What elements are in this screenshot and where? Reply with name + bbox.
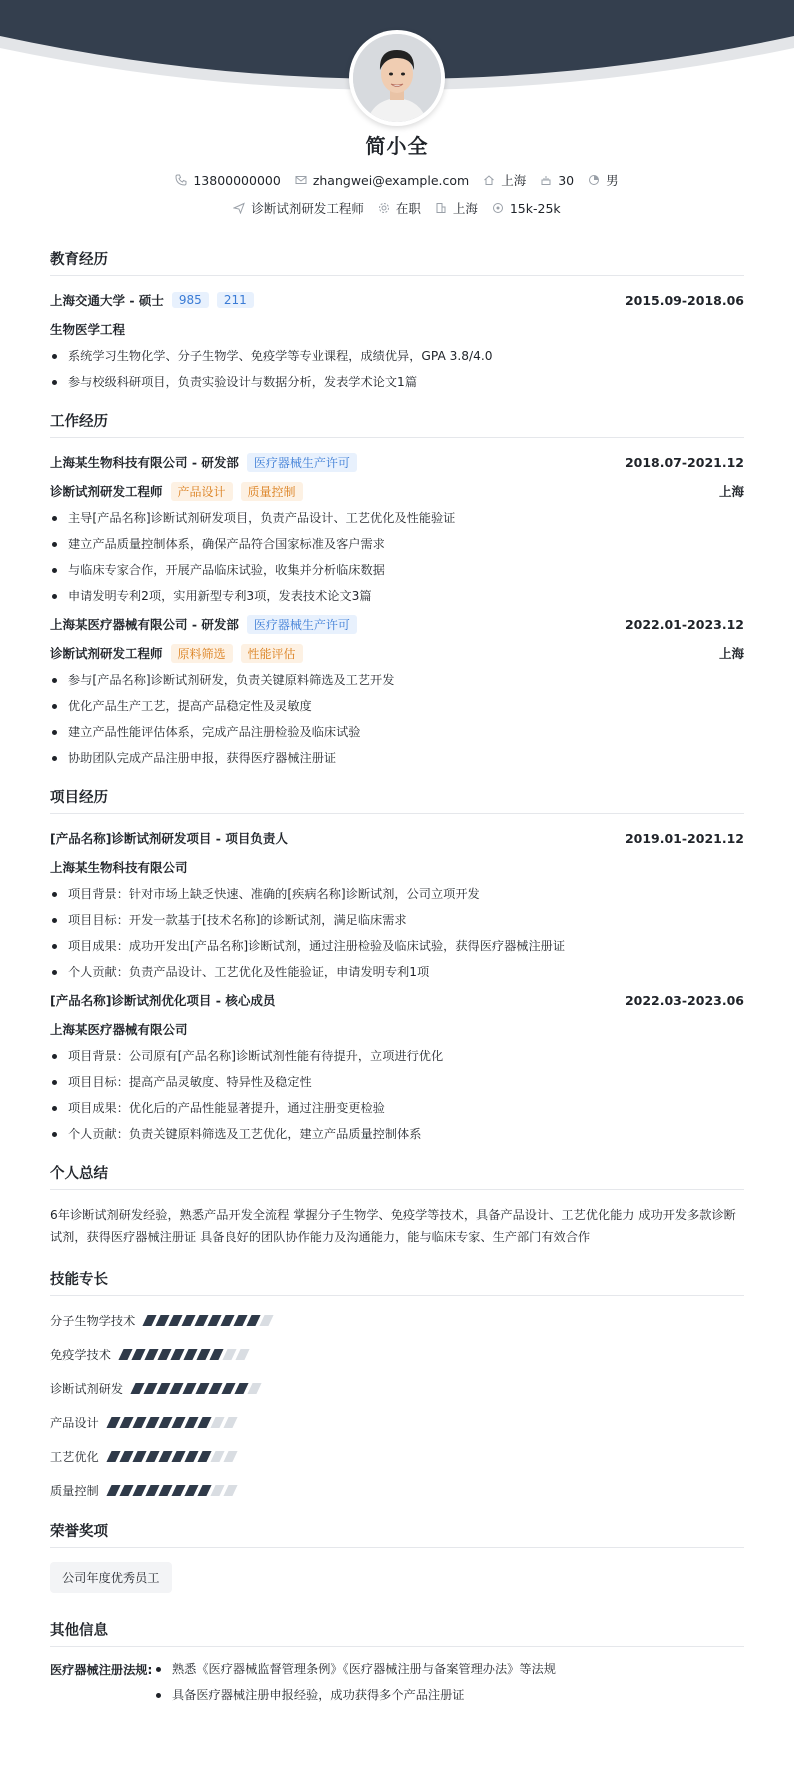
list-item: 个人贡献：负责产品设计、工艺优化及性能验证，申请发明专利1项 xyxy=(50,964,744,980)
list-item: 申请发明专利2项，实用新型专利3项，发表技术论文3篇 xyxy=(50,588,744,604)
project-company: 上海某生物科技有限公司 xyxy=(50,860,188,875)
skill-level-segment xyxy=(106,1451,120,1462)
skill-level-segment xyxy=(223,1451,237,1462)
list-item: 个人贡献：负责关键原料筛选及工艺优化，建立产品质量控制体系 xyxy=(50,1126,744,1142)
email-text: zhangwei@example.com xyxy=(312,172,470,188)
skill-level-segment xyxy=(235,1349,249,1360)
section-title: 项目经历 xyxy=(50,786,744,814)
skill-level-segment xyxy=(132,1451,146,1462)
work-header xyxy=(50,614,744,634)
skill-level-bar xyxy=(109,1451,235,1462)
list-item: 系统学习生物化学、分子生物学、免疫学等专业课程，成绩优异，GPA 3.8/4.0 xyxy=(50,348,744,364)
honors-section xyxy=(50,1520,744,1599)
skill-level-segment xyxy=(171,1451,185,1462)
skill-name: 分子生物学技术 xyxy=(50,1313,136,1328)
project-name: [产品名称]诊断试剂研发项目 - 项目负责人 xyxy=(50,831,288,846)
skill-level-segment xyxy=(196,1349,210,1360)
skill-row xyxy=(50,1412,744,1432)
skill-level-segment xyxy=(197,1451,211,1462)
list-item: 项目背景：针对市场上缺乏快速、准确的[疾病名称]诊断试剂，公司立项开发 xyxy=(50,886,744,902)
list-item: 协助团队完成产品注册申报，获得医疗器械注册证 xyxy=(50,750,744,766)
other-list xyxy=(152,1661,556,1713)
position-text: 诊断试剂研发工程师 xyxy=(251,201,364,216)
education-date: 2015.09-2018.06 xyxy=(624,292,744,308)
contact-info-row xyxy=(0,171,794,189)
skill-level-segment xyxy=(210,1485,224,1496)
salary-item xyxy=(492,201,561,216)
role-tag: 性能评估 xyxy=(241,644,303,663)
phone-item xyxy=(175,173,280,188)
skill-level-segment xyxy=(260,1315,274,1326)
project-name: [产品名称]诊断试剂优化项目 - 核心成员 xyxy=(50,993,276,1008)
project-bullets xyxy=(50,886,744,980)
work-role-row xyxy=(50,643,744,663)
role-tag: 产品设计 xyxy=(171,482,233,501)
skill-level-segment xyxy=(223,1417,237,1428)
skill-level-segment xyxy=(210,1417,224,1428)
skill-name: 质量控制 xyxy=(50,1483,99,1498)
status-item xyxy=(378,199,421,217)
skill-level-segment xyxy=(144,1383,158,1394)
job-intent-row xyxy=(0,199,794,217)
skill-level-segment xyxy=(184,1451,198,1462)
skill-level-segment xyxy=(196,1383,210,1394)
skill-level-segment xyxy=(197,1485,211,1496)
skill-level-segment xyxy=(209,1349,223,1360)
skill-level-segment xyxy=(158,1485,172,1496)
skill-name: 产品设计 xyxy=(50,1415,99,1430)
position-item xyxy=(233,199,364,217)
skill-level-bar xyxy=(145,1315,271,1326)
age-text: 30 xyxy=(558,172,575,188)
award-badge: 公司年度优秀员工 xyxy=(50,1562,172,1593)
skill-level-segment xyxy=(144,1349,158,1360)
skill-level-segment xyxy=(106,1417,120,1428)
list-item: 建立产品性能评估体系，完成产品注册检验及临床试验 xyxy=(50,724,744,740)
coin-icon xyxy=(492,202,504,214)
resume-content xyxy=(50,248,744,1733)
projects-section xyxy=(50,786,744,1142)
summary-section xyxy=(50,1162,744,1248)
school-tag: 985 xyxy=(172,292,209,308)
list-item: 项目成果：优化后的产品性能显著提升，通过注册变更检验 xyxy=(50,1100,744,1116)
skill-row xyxy=(50,1344,744,1364)
work-header xyxy=(50,452,744,472)
send-icon xyxy=(233,202,245,214)
skill-row xyxy=(50,1310,744,1330)
skill-level-segment xyxy=(197,1417,211,1428)
skill-level-segment xyxy=(184,1485,198,1496)
school-tag: 211 xyxy=(217,292,254,308)
skill-level-segment xyxy=(248,1383,262,1394)
city-text: 上海 xyxy=(452,201,478,216)
section-title: 个人总结 xyxy=(50,1162,744,1190)
list-item: 建立产品质量控制体系，确保产品符合国家标准及客户需求 xyxy=(50,536,744,552)
education-bullets xyxy=(50,348,744,390)
skill-row xyxy=(50,1378,744,1398)
work-role-row xyxy=(50,481,744,501)
list-item: 项目目标：提高产品灵敏度、特异性及稳定性 xyxy=(50,1074,744,1090)
skill-level-segment xyxy=(131,1349,145,1360)
project-date: 2022.03-2023.06 xyxy=(624,992,744,1008)
home-icon xyxy=(483,174,495,186)
skill-level-segment xyxy=(145,1417,159,1428)
skill-level-segment xyxy=(222,1383,236,1394)
skill-level-segment xyxy=(208,1315,222,1326)
list-item: 项目成果：成功开发出[产品名称]诊断试剂，通过注册检验及临床试验，获得医疗器械注册证 xyxy=(50,938,744,954)
list-item: 主导[产品名称]诊断试剂研发项目，负责产品设计、工艺优化及性能验证 xyxy=(50,510,744,526)
company-name: 上海某生物科技有限公司 - 研发部 xyxy=(50,455,239,470)
salary-text: 15k-25k xyxy=(509,200,561,216)
role-tag: 质量控制 xyxy=(241,482,303,501)
skill-level-segment xyxy=(169,1315,183,1326)
skill-level-segment xyxy=(195,1315,209,1326)
skill-level-segment xyxy=(157,1383,171,1394)
phone-text: 13800000000 xyxy=(193,172,281,188)
skill-level-segment xyxy=(234,1315,248,1326)
skill-level-segment xyxy=(247,1315,261,1326)
gear-icon xyxy=(378,202,390,214)
skill-level-segment xyxy=(184,1417,198,1428)
skill-level-segment xyxy=(132,1417,146,1428)
education-section xyxy=(50,248,744,390)
skill-level-segment xyxy=(171,1417,185,1428)
age-item xyxy=(540,173,574,188)
location-item xyxy=(483,171,526,189)
skill-level-segment xyxy=(182,1315,196,1326)
summary-text: 6年诊断试剂研发经验，熟悉产品开发全流程 掌握分子生物学、免疫学等技术，具备产品设计、工艺优化能力 成功开发多款诊断试剂，获得医疗器械注册证 具备良好的团队协作能力及沟通能力，能与临床专家、生产部门有效合作 xyxy=(50,1208,736,1244)
gender-item xyxy=(588,171,619,189)
skill-level-bar xyxy=(121,1349,247,1360)
skill-level-segment xyxy=(210,1451,224,1462)
location-text: 上海 xyxy=(501,173,527,188)
project-bullets xyxy=(50,1048,744,1142)
skill-level-segment xyxy=(106,1485,120,1496)
skill-level-segment xyxy=(235,1383,249,1394)
skill-level-segment xyxy=(143,1315,157,1326)
skill-level-segment xyxy=(158,1451,172,1462)
skill-name: 免疫学技术 xyxy=(50,1347,111,1362)
skill-level-segment xyxy=(132,1485,146,1496)
skill-level-segment xyxy=(170,1383,184,1394)
email-item xyxy=(295,173,469,188)
skill-level-segment xyxy=(209,1383,223,1394)
work-section xyxy=(50,410,744,766)
skill-row xyxy=(50,1446,744,1466)
skill-level-segment xyxy=(156,1315,170,1326)
other-section xyxy=(50,1619,744,1713)
list-item: 项目目标：开发一款基于[技术名称]的诊断试剂，满足临床需求 xyxy=(50,912,744,928)
skill-level-segment xyxy=(170,1349,184,1360)
work-date: 2018.07-2021.12 xyxy=(624,454,744,470)
list-item: 项目背景：公司原有[产品名称]诊断试剂性能有待提升，立项进行优化 xyxy=(50,1048,744,1064)
project-company: 上海某医疗器械有限公司 xyxy=(50,1022,188,1037)
cake-icon xyxy=(540,174,552,186)
list-item: 参与[产品名称]诊断试剂研发，负责关键原料筛选及工艺开发 xyxy=(50,672,744,688)
skill-level-bar xyxy=(109,1417,235,1428)
skill-name: 诊断试剂研发 xyxy=(50,1381,124,1396)
work-city: 上海 xyxy=(718,646,744,661)
skill-level-segment xyxy=(119,1417,133,1428)
city-item xyxy=(435,199,478,217)
skills-section xyxy=(50,1268,744,1500)
list-item: 优化产品生产工艺，提高产品稳定性及灵敏度 xyxy=(50,698,744,714)
list-item: 具备医疗器械注册申报经验，成功获得多个产品注册证 xyxy=(152,1687,556,1703)
phone-icon xyxy=(175,174,187,186)
candidate-name: 简小全 xyxy=(365,134,429,158)
project-date: 2019.01-2021.12 xyxy=(624,830,744,846)
company-name: 上海某医疗器械有限公司 - 研发部 xyxy=(50,617,239,632)
list-item: 熟悉《医疗器械监督管理条例》《医疗器械注册与备案管理办法》等法规 xyxy=(152,1661,556,1677)
section-title: 工作经历 xyxy=(50,410,744,438)
skill-level-segment xyxy=(145,1485,159,1496)
role-tag: 原料筛选 xyxy=(171,644,233,663)
skill-level-segment xyxy=(183,1349,197,1360)
gender-text: 男 xyxy=(606,173,619,188)
list-item: 参与校级科研项目，负责实验设计与数据分析，发表学术论文1篇 xyxy=(50,374,744,390)
skill-level-segment xyxy=(183,1383,197,1394)
work-bullets xyxy=(50,672,744,766)
skill-level-segment xyxy=(119,1451,133,1462)
building-icon xyxy=(435,202,447,214)
skill-level-bar xyxy=(133,1383,259,1394)
company-tag: 医疗器械生产许可 xyxy=(247,615,357,634)
skills-list xyxy=(50,1310,744,1500)
work-city: 上海 xyxy=(718,484,744,499)
school-name: 上海交通大学 - 硕士 xyxy=(50,293,164,308)
avatar xyxy=(349,30,445,126)
skill-level-segment xyxy=(119,1485,133,1496)
project-header xyxy=(50,828,744,848)
other-row xyxy=(50,1661,744,1713)
section-title: 技能专长 xyxy=(50,1268,744,1296)
role-name: 诊断试剂研发工程师 xyxy=(50,484,163,499)
skill-level-segment xyxy=(118,1349,132,1360)
work-date: 2022.01-2023.12 xyxy=(624,616,744,632)
education-header xyxy=(50,290,744,310)
skill-level-segment xyxy=(157,1349,171,1360)
list-item: 与临床专家合作，开展产品临床试验，收集并分析临床数据 xyxy=(50,562,744,578)
skill-row xyxy=(50,1480,744,1500)
skill-level-segment xyxy=(222,1349,236,1360)
mail-icon xyxy=(295,174,307,186)
skill-level-bar xyxy=(109,1485,235,1496)
role-name: 诊断试剂研发工程师 xyxy=(50,646,163,661)
company-tag: 医疗器械生产许可 xyxy=(247,453,357,472)
skill-level-segment xyxy=(221,1315,235,1326)
status-text: 在职 xyxy=(395,201,421,216)
section-title: 荣誉奖项 xyxy=(50,1520,744,1548)
gender-icon xyxy=(588,174,600,186)
other-label: 医疗器械注册法规: xyxy=(50,1663,153,1677)
skill-level-segment xyxy=(223,1485,237,1496)
skill-level-segment xyxy=(145,1451,159,1462)
skill-level-segment xyxy=(131,1383,145,1394)
major-name: 生物医学工程 xyxy=(50,322,126,337)
work-bullets xyxy=(50,510,744,604)
section-title: 其他信息 xyxy=(50,1619,744,1647)
skill-level-segment xyxy=(158,1417,172,1428)
section-title: 教育经历 xyxy=(50,248,744,276)
project-header xyxy=(50,990,744,1010)
skill-level-segment xyxy=(171,1485,185,1496)
skill-name: 工艺优化 xyxy=(50,1449,99,1464)
